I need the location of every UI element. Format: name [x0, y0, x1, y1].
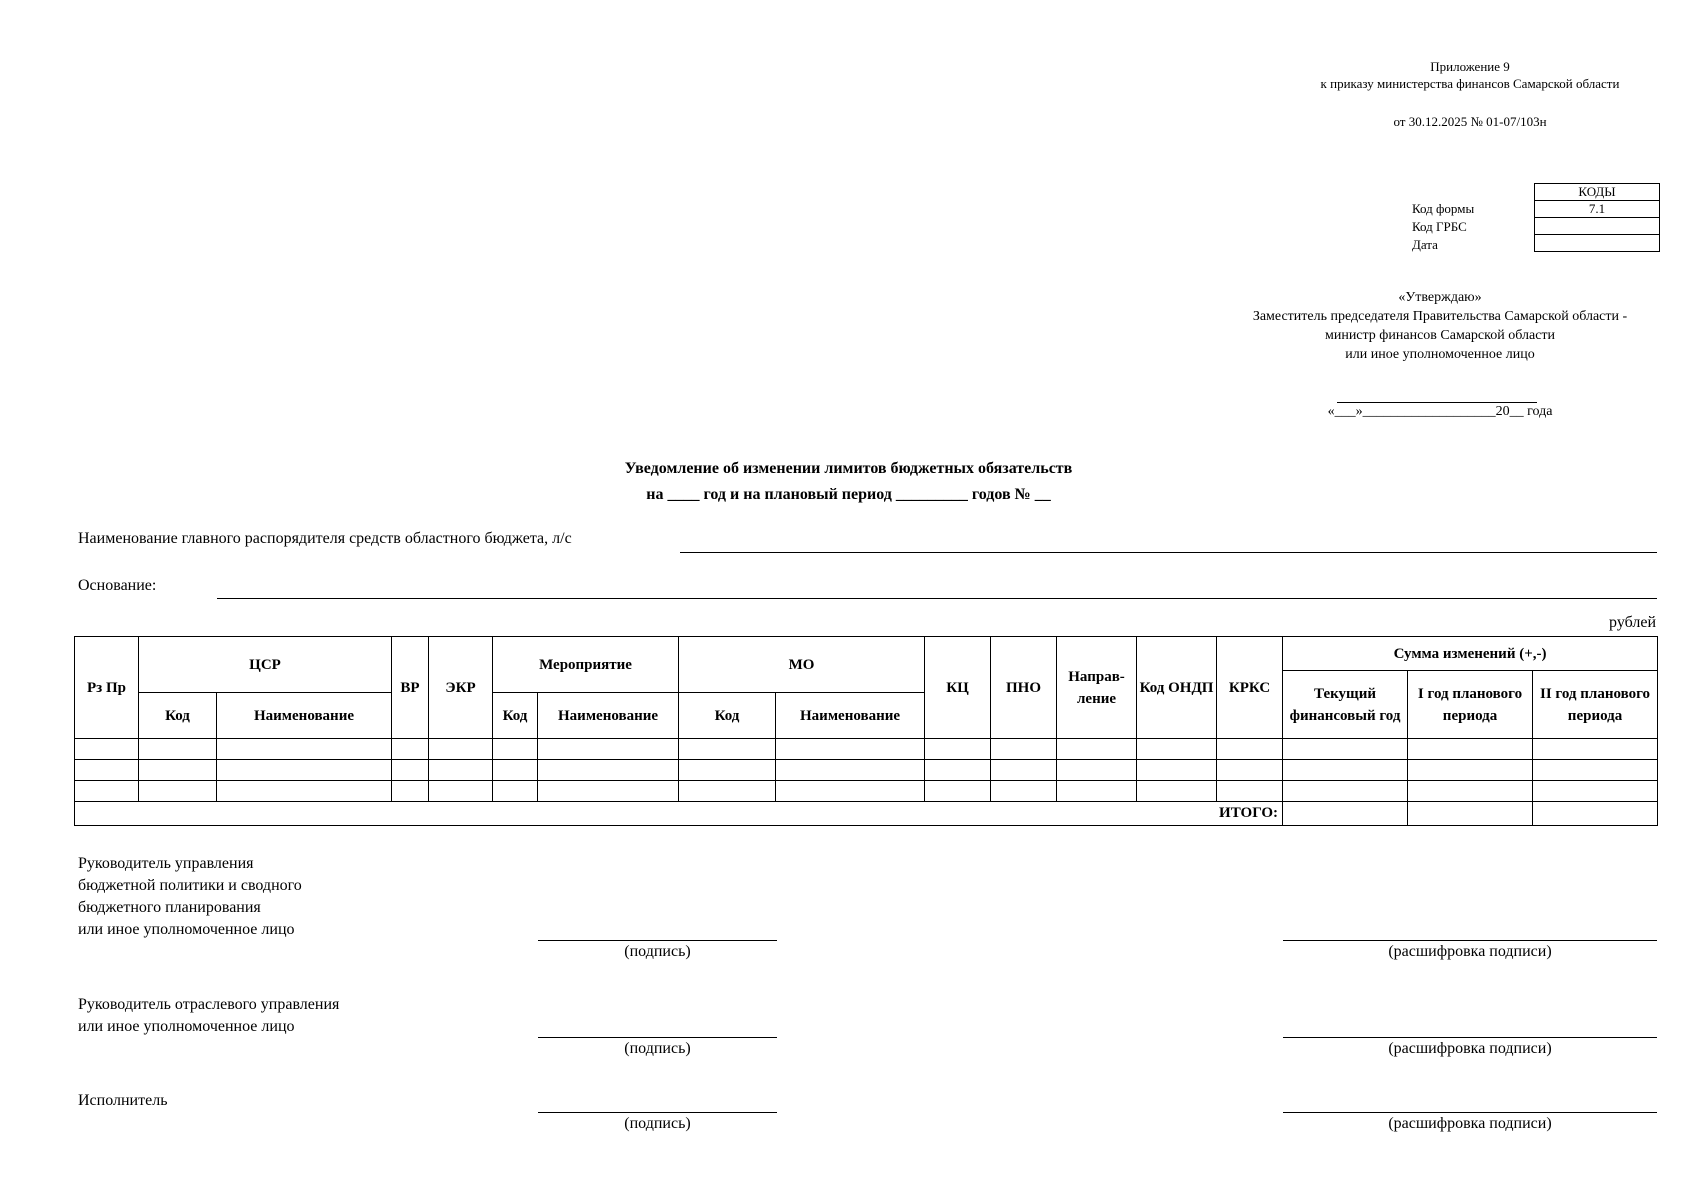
signer-2-sign-caption: (подпись)	[624, 1040, 691, 1057]
approval-position-line1: Заместитель председателя Правительства Самарской области -	[1252, 309, 1628, 324]
signer-1-sign-caption: (подпись)	[624, 943, 691, 960]
header-vr: ВР	[392, 637, 429, 739]
units-label: рублей	[1609, 614, 1656, 631]
approval-position-line3: или иное уполномоченное лицо	[1345, 347, 1535, 362]
total-year2[interactable]	[1533, 802, 1658, 826]
header-year2: II год планового периода	[1533, 671, 1658, 739]
form-code-value[interactable]: 7.1	[1535, 201, 1660, 218]
signer-3-signature-line[interactable]	[538, 1112, 777, 1113]
approval-date: «___»___________________20__ года	[1327, 404, 1553, 419]
signer-3-sign-caption: (подпись)	[624, 1115, 691, 1132]
header-event-name: Наименование	[538, 693, 679, 739]
limits-table	[74, 636, 1658, 826]
header-csr-name: Наименование	[217, 693, 392, 739]
header-current-year: Текущий финансовый год	[1283, 671, 1408, 739]
header-krks: КРКС	[1217, 637, 1283, 739]
order-reference: от 30.12.2025 № 01-07/103н	[1393, 114, 1547, 129]
header-mo: МО	[679, 637, 925, 693]
approval-heading: «Утверждаю»	[1398, 290, 1482, 305]
table-row	[75, 760, 1658, 781]
codes-table	[1534, 183, 1660, 252]
title-line1: Уведомление об изменении лимитов бюджетных обязательств	[624, 460, 1073, 477]
table-row	[75, 739, 1658, 760]
signer-1-role: Руководитель управления бюджетной политики и сводного бюджетного планирования или иное уполномоченное лицо	[78, 855, 302, 938]
signer-1-decode-caption: (расшифровка подписи)	[1388, 943, 1552, 960]
header-direction: Направ-ление	[1057, 637, 1137, 739]
header-csr-code: Код	[139, 693, 217, 739]
document-title	[0, 456, 1697, 508]
total-row	[75, 802, 1658, 826]
appendix-reference: к приказу министерства финансов Самарской области	[1320, 76, 1620, 91]
header-event: Мероприятие	[493, 637, 679, 693]
grbs-label: Наименование главного распорядителя средств областного бюджета, л/с	[78, 530, 572, 547]
signer-2-role: Руководитель отраслевого управления или иное уполномоченное лицо	[78, 996, 340, 1035]
appendix-block	[1300, 58, 1640, 92]
date-code-label: Дата	[1412, 237, 1438, 252]
signer-2-decode-caption: (расшифровка подписи)	[1388, 1040, 1552, 1057]
signer-1-decode-line[interactable]	[1283, 940, 1657, 941]
grbs-input-line[interactable]	[680, 552, 1657, 553]
signer-2-signature-line[interactable]	[538, 1037, 777, 1038]
basis-label: Основание:	[78, 577, 157, 594]
total-label: ИТОГО:	[75, 802, 1283, 826]
signer-1-signature-line[interactable]	[538, 940, 777, 941]
appendix-number: Приложение 9	[1430, 59, 1510, 74]
header-year1: I год планового периода	[1408, 671, 1533, 739]
signer-2-decode-line[interactable]	[1283, 1037, 1657, 1038]
header-rzpr: Рз Пр	[75, 637, 139, 739]
approval-block	[1190, 288, 1690, 364]
approval-signature-line[interactable]	[1337, 402, 1537, 403]
header-ondp: Код ОНДП	[1137, 637, 1217, 739]
signer-3-decode-line[interactable]	[1283, 1112, 1657, 1113]
header-sum: Сумма изменений (+,-)	[1283, 637, 1658, 671]
title-line2: на ____ год и на плановый период _________ годов № __	[646, 486, 1051, 503]
grbs-code-label: Код ГРБС	[1412, 219, 1467, 234]
table-row	[75, 781, 1658, 802]
header-mo-code: Код	[679, 693, 776, 739]
grbs-code-value[interactable]	[1535, 218, 1660, 235]
header-event-code: Код	[493, 693, 538, 739]
form-code-label: Код формы	[1412, 201, 1475, 216]
header-pno: ПНО	[991, 637, 1057, 739]
total-year1[interactable]	[1408, 802, 1533, 826]
basis-input-line[interactable]	[217, 598, 1657, 599]
total-current-year[interactable]	[1283, 802, 1408, 826]
codes-header: КОДЫ	[1535, 184, 1660, 201]
header-kc: КЦ	[925, 637, 991, 739]
signer-3-role: Исполнитель	[78, 1092, 168, 1109]
approval-position-line2: министр финансов Самарской области	[1324, 328, 1556, 343]
date-code-value[interactable]	[1535, 235, 1660, 252]
header-csr: ЦСР	[139, 637, 392, 693]
header-ekr: ЭКР	[429, 637, 493, 739]
codes-labels	[1412, 200, 1474, 254]
header-mo-name: Наименование	[776, 693, 925, 739]
signer-3-decode-caption: (расшифровка подписи)	[1388, 1115, 1552, 1132]
